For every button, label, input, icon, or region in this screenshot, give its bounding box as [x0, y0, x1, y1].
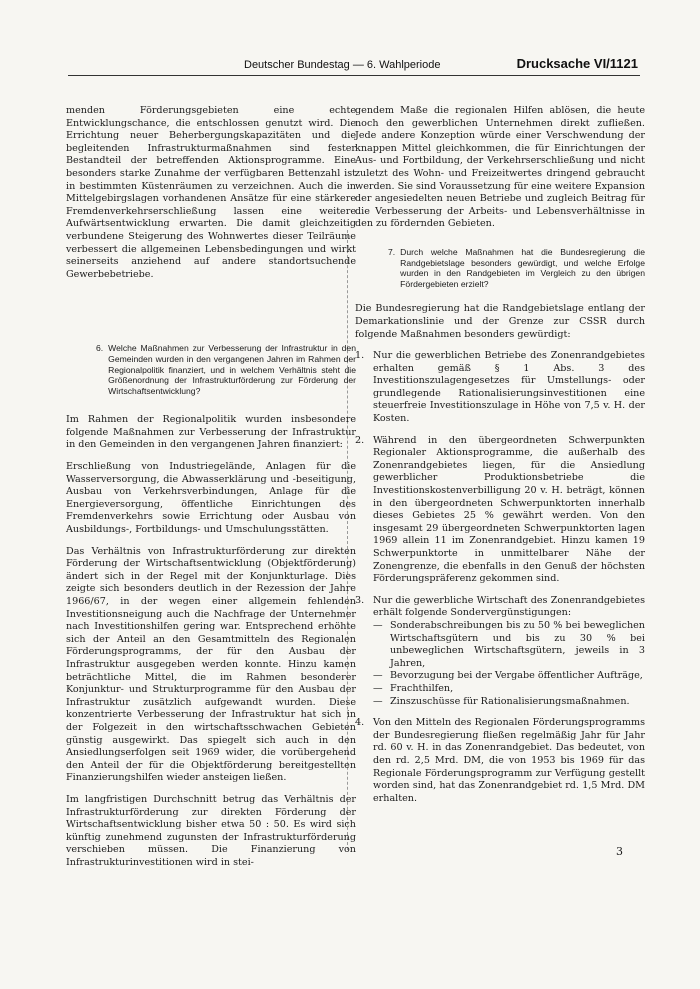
- list-item: [355, 717, 645, 805]
- page-number: 3: [616, 845, 623, 858]
- item-number: 2.: [355, 434, 365, 446]
- item-text: Während in den übergeordneten Schwerpunkten Regionaler Aktionsprogramme, die außerhalb des Zonenrandgebietes liegen, für die Ansiedlung gewerblicher Produktionsbetriebe die Investitionskostenverbilligung 20 v. H. beträgt, können in den übergeordneten Schwerpunktorten innerhalb dieses Gebietes 25 % gewährt werden. Von den insgesamt 29 übergeordneten Schwerpunktorten lagen 1969 allein 11 im Zonenrandgebiet. Hinzu kamen 19 Schwerpunktorte in unmittelbarer Nähe der Zonengrenze, die ebenfalls in den Genuß der höchsten Förderungspräferenz gekommen sind.: [373, 434, 645, 585]
- paragraph: Das Verhältnis von Infrastrukturförderung zur direkten Förderung der Wirtschaftsentwicklung (Objektförderung) ändert sich in der Regel mit der Konjunkturlage. Dies zeigte sich besonders deutlich in der Rezession der Jahre 1966/67, in der wegen einer allgemein fehlenden Investitionsneigung auch die Nachfrage der Unternehmer nach Investitionshilfen gering war. Entsprechend erhöhte sich der Anteil an den Gesamtmitteln des Regionalen Förderungsprogramms, der für den Ausbau der Infrastruktur ausgegeben werden konnte. Hinzu kamen beträchtliche Mittel, die im Rahmen besonderer Konjunktur- und Strukturprogramme für den Ausbau der Infrastruktur zusätzlich aufgewandt wurden. Diese konzentrierte Verbesserung der Infrastruktur hat sich in der Folgezeit in den wirtschaftsschwachen Gebieten günstig ausgewirkt. Das spiegelt sich auch in den Ansiedlungserfolgen seit 1969 wider, die vorübergehend den Anteil der für die Objektförderung bereitgestellten Finanzierungshilfen wieder ansteigen ließen.: [66, 545, 356, 784]
- sublist-item: [373, 683, 645, 696]
- question-text: Welche Maßnahmen zur Verbesserung der Infrastruktur in den Gemeinden wurden in den vergangenen Jahren im Rahmen der Regionalpolitik finanziert, und in welchem Verhältnis steht die Größenordnung der Infrastrukturförderung zur Förderung der Wirtschaftsentwicklung?: [108, 343, 356, 396]
- paragraph: gendem Maße die regionalen Hilfen ablösen, die heute noch den gewerblichen Unternehmen direkt zufließen. Jede andere Konzeption würde einer Verschwendung der knappen Mittel gleichkommen, die für Einrichtungen der Aus- und Fortbildung, der Verkehrserschließung und nicht zuletzt des Wohn- und Freizeitwertes dringend gebraucht werden. Sie sind Voraussetzung für eine weitere Expansion der angesiedelten neuen Betriebe und zugleich Beitrag für die Verbesserung der Arbeits- und Lebensverhältnisse in den zu fördernden Gebieten.: [355, 105, 645, 230]
- paragraph: Die Bundesregierung hat die Randgebietslage entlang der Demarkationslinie und der Grenze zur CSSR durch folgende Maßnahmen besonders gewürdigt:: [355, 303, 645, 340]
- question-number: 7.: [388, 246, 396, 257]
- sublist-item: [373, 696, 645, 709]
- sublist-text: Zinszuschüsse für Rationalisierungsmaßnahmen.: [390, 695, 630, 707]
- item-number: 4.: [355, 717, 365, 729]
- item-body: [373, 595, 645, 708]
- question-6: [96, 343, 356, 396]
- header-title: Deutscher Bundestag — 6. Wahlperiode: [244, 59, 441, 71]
- list-item: [355, 350, 645, 426]
- sublist-text: Sonderabschreibungen bis zu 50 % bei beweglichen Wirtschaftsgütern und bis zu 30 % bei unbeweglichen Wirtschaftsgütern, jeweils in 3 Jahren,: [390, 619, 645, 669]
- item-number: 1.: [355, 350, 365, 362]
- item-text: Nur die gewerblichen Betriebe des Zonenrandgebietes erhalten gemäß § 1 Abs. 3 des Investitionszulagengesetzes für Umstellungs- oder grundlegende Rationalisierungsinvestitionen eine steuerfreie Investitionszulage in Höhe von 7,5 v. H. der Kosten.: [373, 350, 645, 425]
- item-text: Nur die gewerbliche Wirtschaft des Zonenrandgebietes erhält folgende Sondervergünstigungen:: [373, 594, 645, 619]
- right-column: [355, 105, 645, 814]
- document-number: Drucksache VI/1121: [516, 56, 638, 71]
- paragraph: Im langfristigen Durchschnitt betrug das Verhältnis der Infrastrukturförderung zur direkten Förderung der Wirtschaftsentwicklung bisher etwa 50 : 50. Es wird sich künftig zunehmend zugunsten der Infrastrukturförderung verschieben müssen. Die Finanzierung von Infrastrukturinvestitionen wird in stei-: [66, 793, 356, 868]
- question-7: [388, 247, 645, 289]
- list-item: [355, 435, 645, 586]
- dash: —: [373, 695, 383, 707]
- dash: —: [373, 619, 383, 631]
- sublist-text: Bevorzugung bei der Vergabe öffentlicher Aufträge,: [390, 670, 643, 682]
- measures-list: [355, 350, 645, 805]
- sublist-item: [373, 670, 645, 683]
- sublist: [373, 620, 645, 708]
- item-number: 3.: [355, 594, 365, 606]
- left-column: [66, 105, 356, 878]
- sublist-item: [373, 620, 645, 670]
- dash: —: [373, 670, 383, 682]
- paragraph: Im Rahmen der Regionalpolitik wurden insbesondere folgende Maßnahmen zur Verbesserung der Infrastruktur in den Gemeinden in den vergangenen Jahren finanziert:: [66, 414, 356, 451]
- list-item: [355, 595, 645, 708]
- dash: —: [373, 682, 383, 694]
- question-number: 6.: [96, 343, 104, 354]
- sublist-text: Frachthilfen,: [390, 682, 454, 694]
- paragraph: menden Förderungsgebieten eine echte Entwicklungschance, die entschlossen genutzt wird. Die Errichtung neuer Beherbergungskapazitäten und die begleitenden Infrastrukturmaßnahmen sind fester Bestandteil der betreffenden Aktionsprogramme. Eine besonders starke Zunahme der verfügbaren Bettenzahl ist in bestimmten Küstenräumen zu verzeichnen. Auch die in Mittelgebirgslagen vorhandenen Ansätze für eine stärkere Fremdenverkehrserschließung lassen eine weitere Aufwärtsentwicklung erwarten. Die damit gleichzeitig verbundene Steigerung des Wohnwertes dieser Teilräume verbessert die allgemeinen Lebensbedingungen und wirkt seinerseits anziehend auf andere standortsuchende Gewerbebetriebe.: [66, 105, 356, 280]
- question-text: Durch welche Maßnahmen hat die Bundesregierung die Randgebietslage besonders gewürdigt, und welche Erfolge wurden in den Randgebieten im Vergleich zu den übrigen Fördergebieten erzielt?: [400, 246, 645, 289]
- item-text: Von den Mitteln des Regionalen Förderungsprogramms der Bundesregierung fließen regelmäßig Jahr für Jahr rd. 60 v. H. in das Zonenrandgebiet. Das bedeutet, von den rd. 2,5 Mrd. DM, die von 1953 bis 1969 für das Regionale Förderungsprogramm zur Verfügung gestellt worden sind, hat das Zonenrandgebiet rd. 1,5 Mrd. DM erhalten.: [373, 717, 645, 804]
- page-header: [68, 55, 640, 76]
- paragraph: Erschließung von Industriegelände, Anlagen für die Wasserversorgung, die Abwasserklärung und -beseitigung, Ausbau von Verkehrsverbindungen, Anlage für die Energieversorgung, öffentliche Einrichtungen des Fremdenverkehrs sowie Errichtung oder Ausbau von Ausbildungs-, Fortbildungs- und Umschulungsstätten.: [66, 461, 356, 536]
